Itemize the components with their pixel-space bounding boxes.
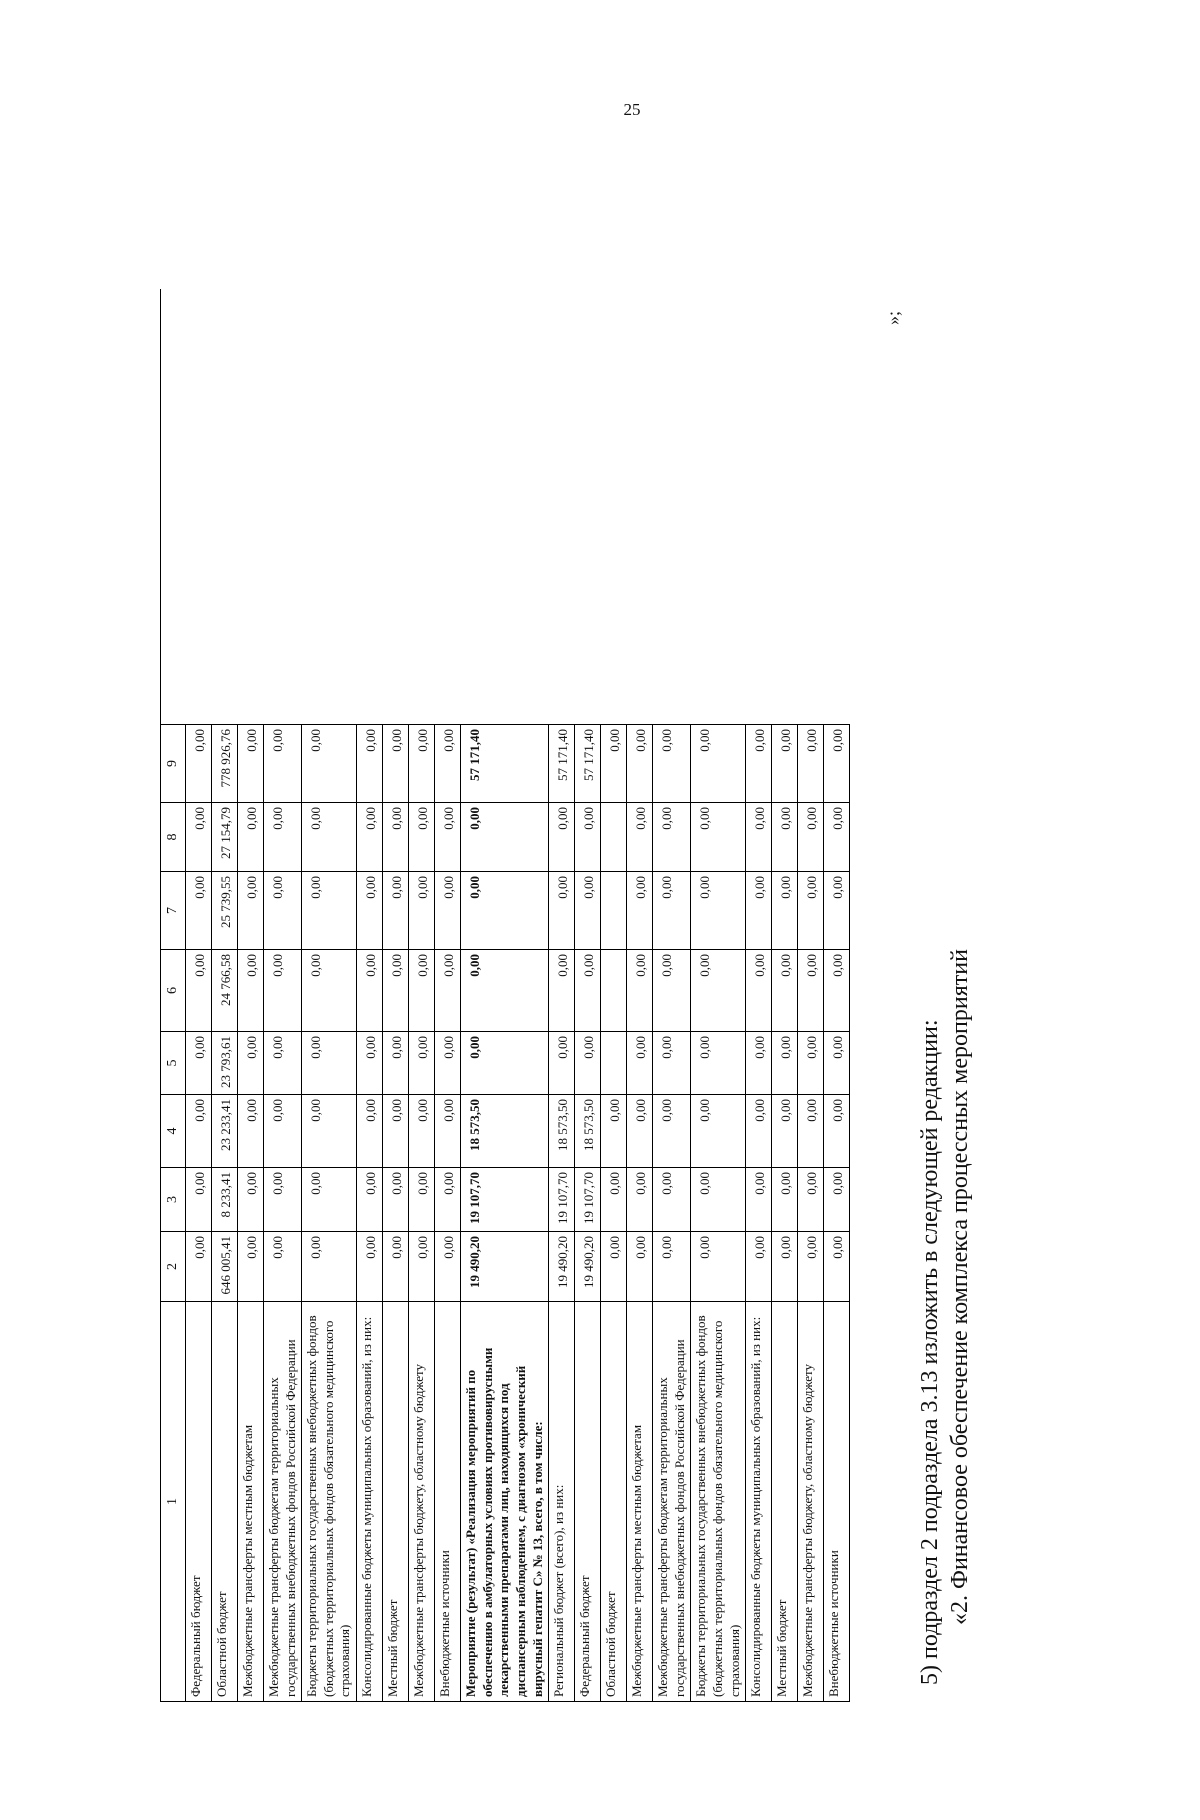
value-cell: 0,00 — [264, 871, 302, 949]
value-cell: 0,00 — [824, 1231, 850, 1301]
value-cell: 0,00 — [264, 1231, 302, 1301]
value-cell: 0,00 — [691, 1167, 746, 1231]
value-cell: 0,00 — [601, 724, 627, 802]
value-cell: 19 490,20 — [461, 1231, 549, 1301]
row-label: Межбюджетные трансферты местным бюджетам — [238, 1301, 264, 1701]
value-cell: 0,00 — [824, 724, 850, 802]
value-cell: 0,00 — [772, 1231, 798, 1301]
value-cell: 0,00 — [691, 1094, 746, 1167]
row-label: Внебюджетные источники — [435, 1301, 461, 1701]
row-label: Бюджеты территориальных государственных внебюджетных фондов (бюджетных территориальных фондов обязательного медицинского страхования) — [691, 1301, 746, 1701]
value-cell: 0,00 — [186, 871, 212, 949]
value-cell: 0,00 — [186, 802, 212, 871]
value-cell: 0,00 — [798, 1031, 824, 1094]
value-cell: 0,00 — [772, 724, 798, 802]
budget-table — [160, 289, 850, 1702]
value-cell: 0,00 — [357, 802, 383, 871]
value-cell: 0,00 — [798, 871, 824, 949]
value-cell: 0,00 — [238, 724, 264, 802]
value-cell: 0,00 — [772, 802, 798, 871]
value-cell: 19 107,70 — [549, 1167, 575, 1231]
value-cell: 57 171,40 — [549, 724, 575, 802]
value-cell: 23 233,41 — [212, 1094, 238, 1167]
value-cell: 0,00 — [357, 949, 383, 1031]
value-cell: 0,00 — [746, 1231, 772, 1301]
value-cell: 0,00 — [409, 1094, 435, 1167]
header-cell: 5 — [161, 1031, 186, 1094]
row-label: Федеральный бюджет — [575, 1301, 601, 1701]
value-cell: 0,00 — [186, 1167, 212, 1231]
value-cell: 0,00 — [772, 1167, 798, 1231]
value-cell: 0,00 — [409, 724, 435, 802]
value-cell: 19 490,20 — [549, 1231, 575, 1301]
value-cell: 0,00 — [691, 949, 746, 1031]
value-cell: 0,00 — [186, 1094, 212, 1167]
value-cell: 0,00 — [653, 871, 691, 949]
value-cell: 0,00 — [575, 871, 601, 949]
header-cell: 1 — [161, 1301, 186, 1701]
value-cell: 0,00 — [746, 802, 772, 871]
value-cell: 0,00 — [627, 1031, 653, 1094]
value-cell: 0,00 — [409, 1231, 435, 1301]
value-cell: 0,00 — [238, 1231, 264, 1301]
row-label: Межбюджетные трансферты бюджету, областному бюджету — [409, 1301, 435, 1701]
value-cell: 18 573,50 — [549, 1094, 575, 1167]
value-cell: 0,00 — [691, 871, 746, 949]
value-cell: 0,00 — [264, 724, 302, 802]
value-cell: 0,00 — [653, 1167, 691, 1231]
value-cell: 57 171,40 — [461, 724, 549, 802]
row-label: Областной бюджет — [212, 1301, 238, 1701]
value-cell: 0,00 — [461, 949, 549, 1031]
value-cell: 0,00 — [824, 949, 850, 1031]
value-cell: 0,00 — [798, 1094, 824, 1167]
row-label: Бюджеты территориальных государственных внебюджетных фондов (бюджетных территориальных фондов обязательного медицинского страхования) — [302, 1301, 357, 1701]
value-cell: 0,00 — [824, 1167, 850, 1231]
value-cell: 0,00 — [798, 802, 824, 871]
value-cell: 25 739,55 — [212, 871, 238, 949]
value-cell: 0,00 — [409, 871, 435, 949]
value-cell: 0,00 — [357, 871, 383, 949]
value-cell: 0,00 — [383, 1231, 409, 1301]
value-cell: 0,00 — [383, 949, 409, 1031]
value-cell: 0,00 — [302, 1031, 357, 1094]
row-label: Межбюджетные трансферты бюджетам территориальных государственных внебюджетных фондов Российской Федерации — [653, 1301, 691, 1701]
value-cell: 0,00 — [824, 802, 850, 871]
value-cell — [601, 949, 627, 1031]
value-cell: 0,00 — [461, 802, 549, 871]
value-cell: 0,00 — [435, 871, 461, 949]
rotated-content — [0, 260, 1045, 1820]
amendment-note-line-2: «2. Финансовое обеспечение комплекса процессных мероприятий — [947, 949, 973, 1625]
amendment-note — [915, 385, 975, 1685]
row-label: Региональный бюджет (всего), из них: — [549, 1301, 575, 1701]
value-cell: 57 171,40 — [575, 724, 601, 802]
value-cell: 0,00 — [302, 724, 357, 802]
value-cell: 646 005,41 — [212, 1231, 238, 1301]
value-cell: 0,00 — [383, 724, 409, 802]
value-cell: 0,00 — [798, 949, 824, 1031]
row-label: Межбюджетные трансферты бюджетам территориальных государственных внебюджетных фондов Российской Федерации — [264, 1301, 302, 1701]
value-cell: 0,00 — [435, 1094, 461, 1167]
value-cell: 0,00 — [435, 724, 461, 802]
header-cell: 2 — [161, 1231, 186, 1301]
value-cell: 0,00 — [746, 871, 772, 949]
value-cell: 0,00 — [435, 1167, 461, 1231]
page-number: 25 — [623, 100, 641, 119]
value-cell: 0,00 — [409, 1031, 435, 1094]
value-cell: 778 926,76 — [212, 724, 238, 802]
header-cell: 9 — [161, 724, 186, 802]
value-cell: 0,00 — [186, 1231, 212, 1301]
row-label: Межбюджетные трансферты бюджету, областному бюджету — [798, 1301, 824, 1701]
value-cell: 0,00 — [653, 1094, 691, 1167]
header-cell: 6 — [161, 949, 186, 1031]
value-cell: 0,00 — [302, 1167, 357, 1231]
row-label: Межбюджетные трансферты местным бюджетам — [627, 1301, 653, 1701]
value-cell: 0,00 — [383, 802, 409, 871]
value-cell: 0,00 — [798, 1231, 824, 1301]
value-cell: 0,00 — [383, 1031, 409, 1094]
value-cell: 0,00 — [772, 1094, 798, 1167]
header-cell: 4 — [161, 1094, 186, 1167]
value-cell: 0,00 — [575, 1031, 601, 1094]
value-cell: 0,00 — [627, 871, 653, 949]
value-cell: 0,00 — [772, 949, 798, 1031]
value-cell: 0,00 — [746, 1031, 772, 1094]
row-label: Мероприятие (результат) «Реализация мероприятий по обеспечению в амбулаторных условиях противовирусными лекарственными препаратами лиц, находящихся под диспансерным наблюдением, с диагнозом «хронический вирусный гепатит С» № 13, всего, в том числе: — [461, 1301, 549, 1701]
value-cell: 0,00 — [627, 802, 653, 871]
row-label: Консолидированные бюджеты муниципальных образований, из них: — [357, 1301, 383, 1701]
value-cell: 0,00 — [824, 1094, 850, 1167]
value-cell: 0,00 — [549, 802, 575, 871]
value-cell: 0,00 — [409, 949, 435, 1031]
row-label: Федеральный бюджет — [186, 1301, 212, 1701]
value-cell: 0,00 — [435, 1231, 461, 1301]
value-cell: 19 490,20 — [575, 1231, 601, 1301]
value-cell: 0,00 — [627, 949, 653, 1031]
value-cell: 0,00 — [798, 724, 824, 802]
value-cell: 0,00 — [772, 871, 798, 949]
value-cell: 0,00 — [691, 724, 746, 802]
value-cell: 0,00 — [691, 802, 746, 871]
value-cell: 0,00 — [238, 802, 264, 871]
value-cell: 0,00 — [409, 1167, 435, 1231]
value-cell: 19 107,70 — [461, 1167, 549, 1231]
value-cell: 0,00 — [549, 949, 575, 1031]
value-cell: 0,00 — [653, 724, 691, 802]
value-cell: 0,00 — [461, 871, 549, 949]
value-cell: 0,00 — [186, 949, 212, 1031]
value-cell: 0,00 — [264, 1094, 302, 1167]
value-cell: 0,00 — [264, 949, 302, 1031]
value-cell: 0,00 — [601, 1167, 627, 1231]
value-cell: 0,00 — [627, 1167, 653, 1231]
value-cell: 0,00 — [302, 1231, 357, 1301]
value-cell: 0,00 — [264, 802, 302, 871]
value-cell: 0,00 — [627, 724, 653, 802]
row-label: Местный бюджет — [383, 1301, 409, 1701]
value-cell: 0,00 — [798, 1167, 824, 1231]
value-cell: 0,00 — [653, 802, 691, 871]
value-cell: 0,00 — [575, 802, 601, 871]
value-cell: 0,00 — [746, 1094, 772, 1167]
value-cell: 0,00 — [746, 724, 772, 802]
value-cell: 0,00 — [383, 1094, 409, 1167]
value-cell: 0,00 — [238, 949, 264, 1031]
header-cell: 3 — [161, 1167, 186, 1231]
value-cell: 0,00 — [435, 949, 461, 1031]
value-cell: 0,00 — [746, 1167, 772, 1231]
value-cell: 0,00 — [264, 1167, 302, 1231]
value-cell: 0,00 — [409, 802, 435, 871]
value-cell: 0,00 — [549, 1031, 575, 1094]
amendment-note-line-1: 5) подраздел 2 подраздела 3.13 изложить в следующей редакции: — [917, 1019, 943, 1685]
row-label: Консолидированные бюджеты муниципальных образований, из них: — [746, 1301, 772, 1701]
value-cell: 0,00 — [746, 949, 772, 1031]
value-cell: 0,00 — [302, 949, 357, 1031]
row-label: Внебюджетные источники — [824, 1301, 850, 1701]
value-cell — [601, 1031, 627, 1094]
value-cell: 0,00 — [357, 1231, 383, 1301]
value-cell: 0,00 — [691, 1031, 746, 1094]
value-cell: 0,00 — [601, 1231, 627, 1301]
value-cell: 0,00 — [302, 871, 357, 949]
value-cell: 24 766,58 — [212, 949, 238, 1031]
table-end-mark: »; — [883, 310, 903, 325]
value-cell: 0,00 — [653, 1231, 691, 1301]
value-cell: 0,00 — [575, 949, 601, 1031]
value-cell: 0,00 — [238, 871, 264, 949]
value-cell: 0,00 — [238, 1094, 264, 1167]
value-cell: 0,00 — [653, 1031, 691, 1094]
value-cell: 27 154,79 — [212, 802, 238, 871]
value-cell — [601, 802, 627, 871]
value-cell: 0,00 — [302, 1094, 357, 1167]
value-cell: 0,00 — [627, 1094, 653, 1167]
value-cell: 0,00 — [824, 871, 850, 949]
value-cell: 0,00 — [549, 871, 575, 949]
value-cell — [601, 871, 627, 949]
value-cell: 0,00 — [653, 949, 691, 1031]
value-cell: 0,00 — [264, 1031, 302, 1094]
row-label: Областной бюджет — [601, 1301, 627, 1701]
value-cell: 0,00 — [357, 1094, 383, 1167]
value-cell: 18 573,50 — [461, 1094, 549, 1167]
value-cell: 0,00 — [772, 1031, 798, 1094]
header-cell: 8 — [161, 802, 186, 871]
value-cell: 0,00 — [186, 1031, 212, 1094]
value-cell: 0,00 — [383, 871, 409, 949]
value-cell: 8 233,41 — [212, 1167, 238, 1231]
value-cell: 0,00 — [627, 1231, 653, 1301]
value-cell: 0,00 — [435, 802, 461, 871]
value-cell: 0,00 — [383, 1167, 409, 1231]
value-cell: 0,00 — [186, 724, 212, 802]
value-cell: 0,00 — [238, 1031, 264, 1094]
value-cell: 0,00 — [824, 1031, 850, 1094]
header-cell: 7 — [161, 871, 186, 949]
value-cell: 19 107,70 — [575, 1167, 601, 1231]
value-cell: 0,00 — [601, 1094, 627, 1167]
value-cell: 0,00 — [357, 1167, 383, 1231]
value-cell: 18 573,50 — [575, 1094, 601, 1167]
row-label: Местный бюджет — [772, 1301, 798, 1701]
value-cell: 0,00 — [238, 1167, 264, 1231]
value-cell: 0,00 — [691, 1231, 746, 1301]
value-cell: 0,00 — [461, 1031, 549, 1094]
value-cell: 23 793,61 — [212, 1031, 238, 1094]
value-cell: 0,00 — [302, 802, 357, 871]
value-cell: 0,00 — [357, 1031, 383, 1094]
value-cell: 0,00 — [435, 1031, 461, 1094]
value-cell: 0,00 — [357, 724, 383, 802]
